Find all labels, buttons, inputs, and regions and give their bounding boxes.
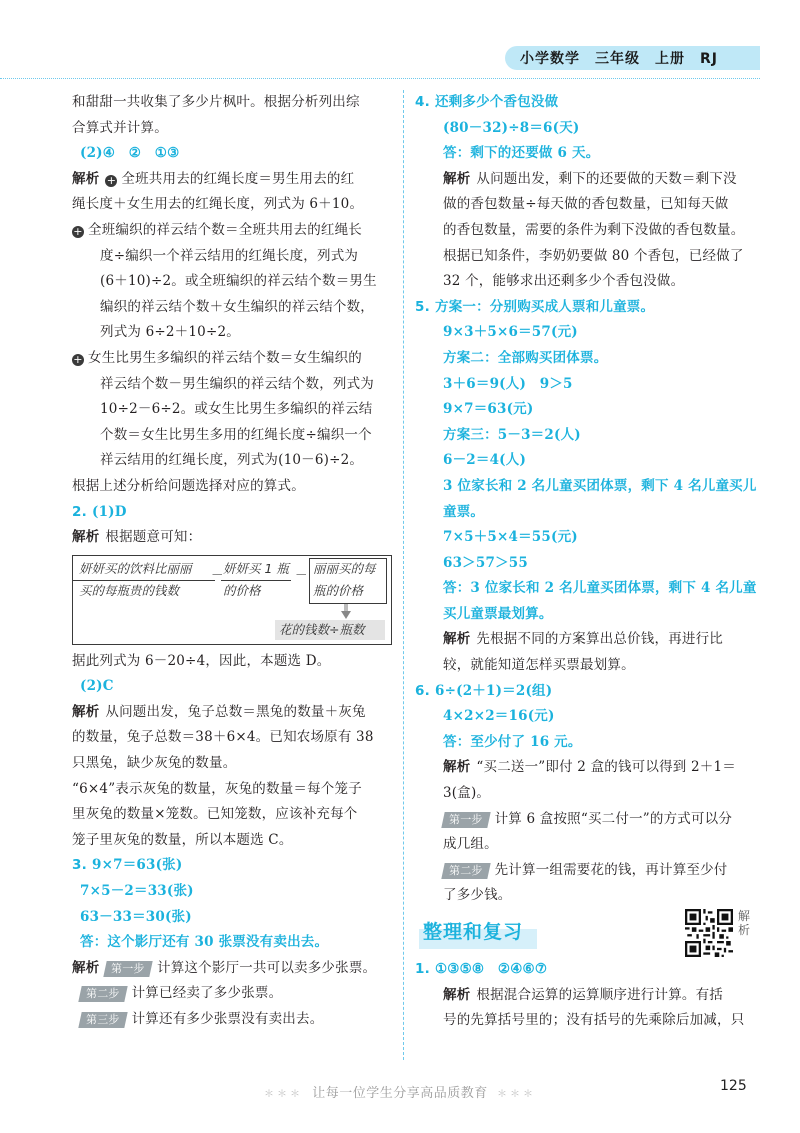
diagram-term-a: 妍妍买的饮料比丽丽 — [79, 560, 192, 576]
r1-answer: ①③⑤⑧ ②④⑥⑦ — [435, 961, 548, 977]
diagram-term-b: 妍妍买 1 瓶 — [223, 560, 289, 576]
q5-line: 3＋6＝9(人) 9＞5 — [443, 375, 573, 392]
analysis-label: 解析 — [443, 759, 471, 776]
question-number: 5. — [415, 298, 430, 315]
step-badge: 第二步 — [78, 986, 127, 1002]
q4-analysis-line: 的香包数量，需要的条件为剩下没做的香包数量。 — [443, 221, 745, 238]
q6-analysis-line: “买二送一”即付 2 盒的钱可以得到 2＋1＝ — [476, 759, 736, 776]
intro-line: 合算式并计算。 — [72, 119, 168, 136]
header-title: 小学数学 三年级 上册 RJ — [520, 51, 718, 67]
step-text: 计算还有多少张票没有卖出去。 — [131, 1011, 324, 1027]
q4-analysis-line: 从问题出发，剩下的还要做的天数＝剩下没 — [476, 170, 737, 187]
r1-analysis-line: 号的先算括号里的；没有括号的先乘除后加减，只 — [443, 1012, 745, 1029]
diagram-term-c: 瓶的价格 — [313, 582, 364, 598]
intro-line: 和甜甜一共收集了多少片枫叶。根据分析列出综 — [72, 94, 360, 110]
q5-line: 方案一：分别购买成人票和儿童票。 — [435, 298, 655, 315]
q2-a2-line: “6×4”表示灰兔的数量，灰兔的数量＝每个笼子 — [72, 780, 362, 797]
step-text: 计算已经卖了多少张票。 — [131, 985, 283, 1002]
q5-line: 6－2＝4(人) — [443, 452, 527, 469]
question-number: 6. — [415, 682, 430, 699]
qr-code-icon[interactable] — [685, 909, 733, 957]
left-column — [72, 90, 392, 1033]
step-text: 计算这个影厅一共可以卖多少张票。 — [157, 959, 377, 976]
q1-p3-line: 祥云结用的红绳长度，列式为(10－6)÷2。 — [100, 452, 364, 469]
q2-answer-2: (2)C — [80, 678, 114, 695]
diagram-underline — [221, 580, 291, 581]
q2-answer-1: (1)D — [92, 503, 127, 520]
diagram-minus: － — [211, 566, 224, 582]
review-section-header — [415, 909, 760, 957]
step-text: 先计算一组需要花的钱，再计算至少付 — [494, 861, 728, 878]
q5-analysis-line: 较，就能知道怎样买票最划算。 — [443, 657, 635, 674]
q1-p1-line: 全班共用去的红绳长度＝男生用去的红 — [121, 170, 355, 187]
column-divider — [403, 90, 404, 1060]
analysis-label: 解析 — [72, 959, 100, 976]
bullet-plus-icon: + — [73, 352, 83, 366]
q1-p2-line: 度÷编织一个祥云结用的红绳长度，列式为 — [100, 247, 359, 264]
r1-analysis-line: 根据混合运算的运算顺序进行计算。有括 — [476, 986, 724, 1003]
analysis-label: 解析 — [443, 631, 471, 648]
diagram-term-a: 买的每瓶贵的钱数 — [79, 582, 180, 598]
q1-conclusion: 根据上述分析给问题选择对应的算式。 — [72, 477, 305, 494]
q4-analysis-line: 做的香包数量÷每天做的香包数量，已知每天做 — [443, 196, 729, 213]
q5-line: 9×7＝63(元) — [443, 401, 534, 418]
q2-analysis: 根据题意可知： — [105, 529, 202, 546]
analysis-label: 解析 — [72, 703, 100, 720]
q5-line: 童票。 — [443, 503, 485, 520]
q5-line: 买儿童票最划算。 — [443, 605, 553, 622]
question-number: 1. — [415, 961, 430, 977]
q1-p2-line: (6＋10)÷2。或全班编织的祥云结个数＝男生 — [100, 273, 377, 290]
q5-line: 3 位家长和 2 名儿童买团体票，剩下 4 名儿童买儿 — [443, 477, 757, 494]
q1-p3-line: 女生比男生多编织的祥云结个数＝女生编织的 — [88, 349, 362, 366]
q1-p3-line: 10÷2－6÷2。或女生比男生多编织的祥云结 — [100, 401, 373, 418]
q3-line: 63－33＝30(张) — [80, 908, 192, 925]
diagram-term-b: 的价格 — [223, 582, 261, 598]
qr-label: 解析 — [737, 909, 750, 937]
header-divider — [0, 78, 760, 79]
q1-p2-line: 编织的祥云结个数＋女生编织的祥云结个数， — [100, 298, 374, 315]
q2-a2-line: 从问题出发，兔子总数＝黑兔的数量＋灰兔 — [105, 703, 366, 720]
q1-p3-line: 祥云结个数－男生编织的祥云结个数，列式为 — [100, 375, 374, 392]
q5-line: 7×5＋5×4＝55(元) — [443, 529, 578, 546]
bullet-plus-icon: + — [73, 224, 83, 238]
q1-p2-line: 列式为 6÷2＋10÷2。 — [100, 324, 240, 341]
q2-a2-line: 里灰兔的数量×笼数。已知笼数，应该补充每个 — [72, 806, 358, 823]
q1-answer: (2)④ ② ①③ — [80, 145, 180, 162]
q2-conclusion-1: 据此列式为 6－20÷4，因此，本题选 D。 — [72, 652, 331, 669]
analysis-label: 解析 — [443, 986, 471, 1003]
q2-a2-line: 笼子里灰兔的数量，所以本题选 C。 — [72, 831, 293, 848]
q6-line: 4×2×2＝16(元) — [443, 708, 555, 725]
q1-p1-line: 绳长度＋女生用去的红绳长度，列式为 6＋10。 — [72, 196, 364, 213]
question-number: 4. — [415, 94, 430, 110]
analysis-label: 解析 — [72, 170, 100, 187]
q5-line: 9×3＋5×6＝57(元) — [443, 324, 578, 341]
q6-analysis-line: 3(盒)。 — [443, 785, 491, 802]
q5-analysis-line: 先根据不同的方案算出总价钱，再进行比 — [476, 631, 724, 648]
q1-p2-line: 全班编织的祥云结个数＝全班共用去的红绳长 — [88, 221, 362, 238]
q4-analysis-line: 根据已知条件，李奶奶要做 80 个香包，已经做了 — [443, 247, 744, 264]
question-number: 2. — [72, 503, 87, 520]
question-number: 3. — [72, 857, 87, 874]
q5-line: 方案三：5－3＝2(人) — [443, 426, 581, 443]
diagram-underline — [73, 580, 215, 581]
diagram-arrow-icon — [341, 611, 351, 619]
step-badge: 第二步 — [441, 863, 490, 879]
footer-slogan: ＊＊＊ 让每一位学生分享高品质教育 ＊＊＊ — [263, 1086, 537, 1101]
page-number: 125 — [720, 1078, 747, 1094]
q4-line: 答：剩下的还要做 6 天。 — [443, 145, 600, 162]
q4-line: 还剩多少个香包没做 — [435, 94, 559, 110]
diagram-minus: － — [295, 566, 308, 582]
q3-line: 答：这个影厅还有 30 张票没有卖出去。 — [80, 934, 329, 951]
analysis-label: 解析 — [72, 529, 100, 546]
q5-line: 63＞57＞55 — [443, 554, 528, 571]
q5-line: 方案二：全部购买团体票。 — [443, 349, 608, 366]
step-text: 了多少钱。 — [443, 887, 512, 904]
step-text: 成几组。 — [443, 836, 498, 853]
q1-p3-line: 个数＝女生比男生多用的红绳长度÷编织一个 — [100, 426, 372, 443]
step-text: 计算 6 盒按照“买二付一”的方式可以分 — [494, 810, 733, 827]
diagram-term-d: 花的钱数÷瓶数 — [279, 621, 365, 637]
bullet-plus-icon: + — [106, 173, 117, 187]
q4-analysis-line: 32 个，能够求出还剩多少个香包没做。 — [443, 273, 685, 290]
q6-line: 6÷(2＋1)＝2(组) — [435, 682, 553, 699]
step-badge: 第一步 — [104, 961, 153, 977]
diagram-term-c: 丽丽买的每 — [313, 560, 376, 576]
q2-a2-line: 只黑兔，缺少灰兔的数量。 — [72, 755, 237, 772]
step-badge: 第一步 — [441, 812, 490, 828]
q3-line: 9×7＝63(张) — [92, 857, 183, 874]
q5-line: 答：3 位家长和 2 名儿童买团体票，剩下 4 名儿童 — [443, 580, 757, 597]
quantity-diagram — [72, 555, 392, 645]
q3-line: 7×5－2＝33(张) — [80, 883, 194, 900]
analysis-label: 解析 — [443, 170, 471, 187]
review-title: 整理和复习 — [423, 921, 524, 943]
step-badge: 第三步 — [78, 1012, 127, 1028]
q2-a2-line: 的数量，兔子总数＝38＋6×4。已知农场原有 38 — [72, 729, 374, 746]
q6-line: 答：至少付了 16 元。 — [443, 733, 582, 750]
q4-line: (80－32)÷8＝6(天) — [443, 119, 580, 136]
right-column — [415, 90, 760, 1034]
